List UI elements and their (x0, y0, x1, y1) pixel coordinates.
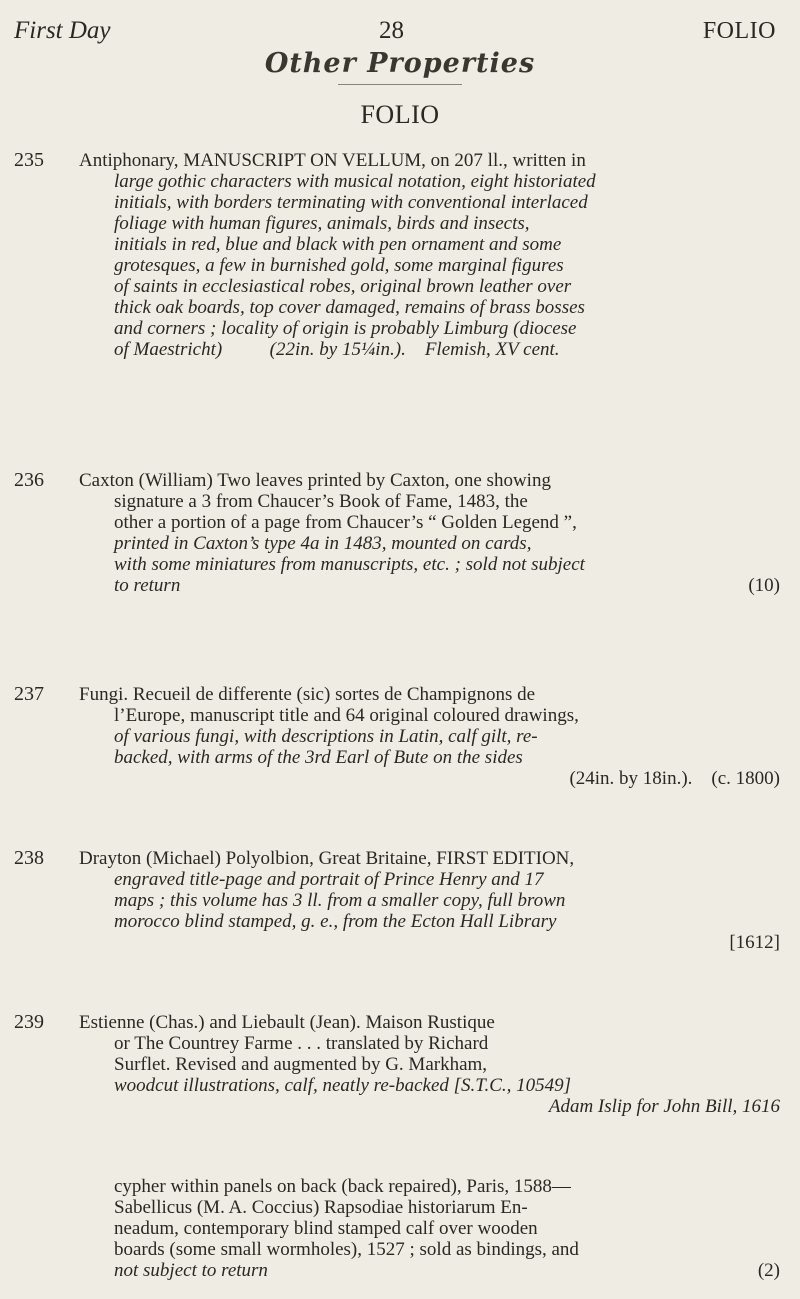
lot-imprint: Adam Islip for John Bill, 1616 (548, 1096, 780, 1117)
lot-line: initials, with borders terminating with conventional interlaced (114, 192, 588, 213)
lot-line: and corners ; locality of origin is probably Limburg (diocese (114, 318, 577, 339)
lot-line: grotesques, a few in burnished gold, some marginal figures (114, 255, 564, 276)
lot-entry-238 (14, 848, 780, 953)
lot-line: woodcut illustrations, calf, neatly re-backed [S.T.C., 10549] (114, 1075, 572, 1096)
lot-line: thick oak boards, top cover damaged, remains of brass bosses (114, 297, 585, 318)
lot-dimensions-date: (24in. by 18in.). (c. 1800) (569, 768, 780, 789)
lot-line: Caxton (William) Two leaves printed by Caxton, one showing (79, 470, 551, 491)
lot-line: large gothic characters with musical notation, eight historiated (114, 171, 596, 192)
lot-entry-240 (14, 1176, 780, 1281)
lot-line: other a portion of a page from Chaucer’s “ Golden Legend ”, (114, 512, 577, 533)
lot-line: initials in red, blue and black with pen ornament and some (114, 234, 562, 255)
lot-line: Drayton (Michael) Polyolbion, Great Britaine, FIRST EDITION, (79, 848, 575, 869)
lot-line: of saints in ecclesiastical robes, original brown leather over (114, 276, 572, 297)
lot-entry-237 (14, 684, 780, 789)
lot-description (79, 1176, 780, 1281)
section-heading-blackletter: Other Properties (264, 48, 536, 79)
lot-line: engraved title-page and portrait of Prince Henry and 17 (114, 869, 544, 890)
running-head-right: FOLIO (702, 18, 776, 44)
lot-line: boards (some small wormholes), 1527 ; sold as bindings, and (114, 1239, 579, 1260)
lot-line: or The Countrey Farme . . . translated by Richard (114, 1033, 489, 1054)
lot-number: 235 (14, 149, 44, 171)
lot-line: to return (114, 575, 181, 596)
lot-line: with some miniatures from manuscripts, etc. ; sold not subject (114, 554, 585, 575)
lot-description (79, 470, 780, 596)
lot-quantity: (2) (757, 1260, 780, 1281)
lot-line: l’Europe, manuscript title and 64 original coloured drawings, (114, 705, 579, 726)
lot-entry-239 (14, 1012, 780, 1117)
lot-line: Antiphonary, MANUSCRIPT ON VELLUM, on 207 ll., written in (79, 150, 586, 171)
lot-line: not subject to return (114, 1260, 268, 1281)
lot-number: 239 (14, 1011, 44, 1033)
lot-quantity: (10) (748, 575, 780, 596)
lot-line: signature a 3 from Chaucer’s Book of Fame, 1483, the (114, 491, 528, 512)
lot-line: of various fungi, with descriptions in Latin, calf gilt, re- (114, 726, 538, 747)
lot-number: 236 (14, 469, 44, 491)
lot-line: morocco blind stamped, g. e., from the Ecton Hall Library (114, 911, 557, 932)
lot-line: maps ; this volume has 3 ll. from a smaller copy, full brown (114, 890, 566, 911)
lot-line: Estienne (Chas.) and Liebault (Jean). Maison Rustique (79, 1012, 495, 1033)
lot-line: printed in Caxton’s type 4a in 1483, mounted on cards, (114, 533, 532, 554)
lot-date: [1612] (729, 932, 780, 953)
lot-line: Fungi. Recueil de differente (sic) sortes de Champignons de (79, 684, 536, 705)
lot-entry-236 (14, 470, 780, 596)
lot-line: cypher within panels on back (back repaired), Paris, 1588— (114, 1176, 571, 1197)
running-head-left: First Day (14, 17, 111, 44)
lot-entry-235 (14, 150, 780, 360)
page-number: 28 (379, 17, 404, 44)
lot-line: of Maestricht) (22in. by 15¼in.). Flemish, XV cent. (114, 339, 560, 360)
lot-description (79, 848, 780, 953)
lot-description (79, 150, 780, 360)
heading-rule (338, 84, 462, 85)
lot-line: foliage with human figures, animals, birds and insects, (114, 213, 530, 234)
lot-line: Sabellicus (M. A. Coccius) Rapsodiae historiarum En- (114, 1197, 528, 1218)
section-title: FOLIO (360, 100, 440, 129)
lot-description (79, 684, 780, 789)
lot-number: 237 (14, 683, 44, 705)
lot-line: backed, with arms of the 3rd Earl of Bute on the sides (114, 747, 523, 768)
lot-number: 238 (14, 847, 44, 869)
lot-line: Surflet. Revised and augmented by G. Markham, (114, 1054, 488, 1075)
lot-description (79, 1012, 780, 1117)
lot-line: neadum, contemporary blind stamped calf over wooden (114, 1218, 538, 1239)
